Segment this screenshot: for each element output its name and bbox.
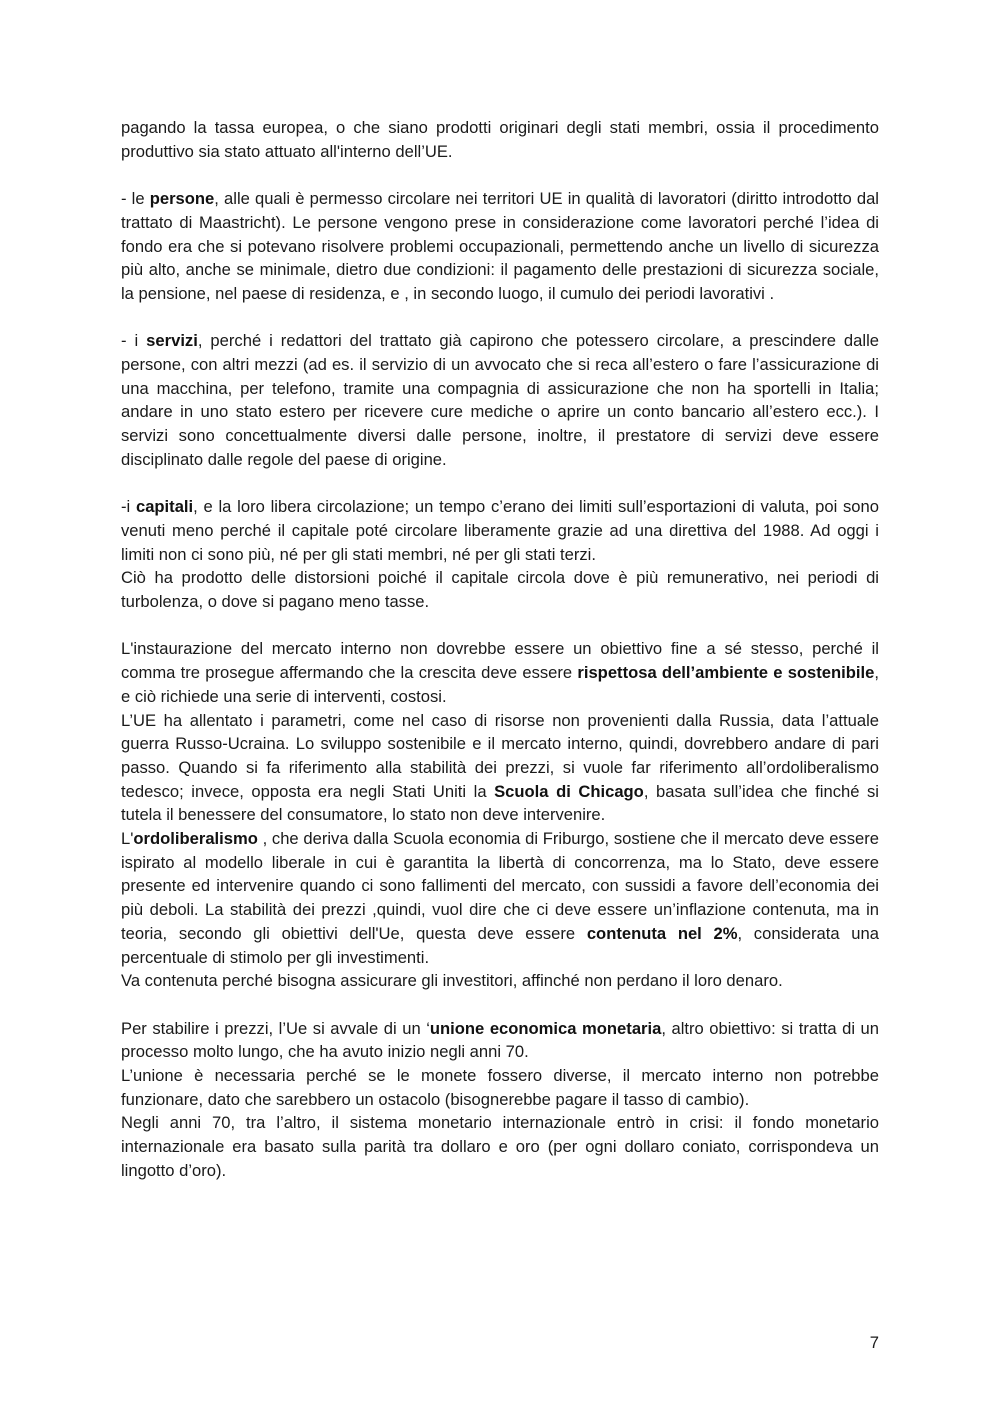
text-run: , perché i redattori del trattato già capirono che potessero circolare, a prescindere dalle persone, con altri mezzi (ad es. il servizio di un avvocato che si reca all’estero o fare l’assicurazione di una macchina, per telefono, tramite una compagnia di assicurazione che non ha sportelli in Italia; andare in uno stato estero per ricevere cure mediche o aprire un conto bancario all’estero ecc.). I servizi sono concettualmente diversi dalle persone, inoltre, il prestatore di servizi deve essere disciplinato dalle regole del paese di origine.	[121, 331, 879, 469]
text-run: , basata sull’idea che finché si tutela il benessere del consumatore, lo stato non deve intervenire.	[121, 781, 879, 825]
paragraph-p6	[121, 637, 879, 708]
text-run: L’unione è necessaria perché se le monete fossero diverse, il mercato interno non potrebbe funzionare, dato che sarebbero un ostacolo (bisognerebbe pagare il tasso di cambio).	[121, 1066, 879, 1109]
paragraph-p2	[121, 187, 879, 306]
bold-term: unione economica monetaria	[429, 1018, 662, 1038]
document-body	[121, 116, 879, 1206]
bold-term: capitali	[135, 497, 194, 517]
text-run: , che deriva dalla Scuola economia di Friburgo, sostiene che il mercato deve essere ispirato al modello liberale in cui è garantita la libertà di concorrenza, ma lo Stato, deve essere presente ed intervenire quando ci sono fallimenti del mercato, con sussidi a favore dell’economia dei più deboli. La stabilità dei prezzi ,quindi, vuol dire che ci deve essere un’inflazione contenuta, ma in teoria, secondo gli obiettivi dell'Ue, questa deve essere	[121, 829, 879, 943]
paragraph-p3	[121, 329, 879, 471]
paragraph-p11	[121, 1064, 879, 1111]
paragraph-p8	[121, 827, 879, 969]
text-run: Negli anni 70, tra l’altro, il sistema monetario internazionale entrò in crisi: il fondo monetario internazionale era basato sulla parità tra dollaro e oro (per ogni dollaro coniato, corrispondeva un lingotto d’oro).	[121, 1113, 879, 1180]
text-run: - i	[121, 331, 147, 351]
paragraph-p5	[121, 566, 879, 613]
text-run: , altro obiettivo: si tratta di un processo molto lungo, che ha avuto inizio negli anni 70.	[121, 1018, 879, 1062]
text-run: , considerata una percentuale di stimolo per gli investimenti.	[121, 923, 879, 967]
bold-term: ordoliberalismo	[133, 829, 258, 849]
paragraph-p4	[121, 495, 879, 566]
text-run: Per stabilire i prezzi, l’Ue si avvale di un ‘	[121, 1018, 430, 1038]
bold-term: rispettosa dell’ambiente e sostenibile	[577, 663, 875, 683]
bold-term: Scuola di Chicago	[494, 781, 644, 801]
paragraph-p1	[121, 116, 879, 163]
text-run: , alle quali è permesso circolare nei territori UE in qualità di lavoratori (diritto introdotto dal trattato di Maastricht). Le persone vengono prese in considerazione come lavoratori perché l’idea di fondo era che si potevano risolvere problemi occupazionali, permettendo anche un livello di sicurezza più alto, anche se minimale, dietro due condizioni: il pagamento delle prestazioni di sicurezza sociale, la pensione, nel paese di residenza, e , in secondo luogo, il cumulo dei periodi lavorativi .	[121, 189, 879, 303]
text-run: L'instaurazione del mercato interno non dovrebbe essere un obiettivo fine a sé stesso, perché il comma tre prosegue affermando che la crescita deve essere	[121, 639, 879, 683]
text-run: pagando la tassa europea, o che siano prodotti originari degli stati membri, ossia il procedimento produttivo sia stato attuato all'interno dell’UE.	[121, 118, 879, 161]
text-run: , e la loro libera circolazione; un tempo c’erano dei limiti sull’esportazioni di valuta, poi sono venuti meno perché il capitale poté circolare liberamente grazie ad una direttiva del 1988. Ad oggi i limiti non ci sono più, né per gli stati membri, né per gli stati terzi.	[121, 497, 879, 564]
text-run: - le	[121, 189, 150, 209]
page-number: 7	[869, 1333, 879, 1352]
paragraph-p9	[121, 969, 879, 993]
text-run: L’UE ha allentato i parametri, come nel caso di risorse non provenienti dalla Russia, data l’attuale guerra Russo-Ucraina. Lo sviluppo sostenibile e il mercato interno, quindi, dovrebbero andare di pari passo. Quando si fa riferimento alla stabilità dei prezzi, si vuole far riferimento all’ordoliberalismo tedesco; invece, opposta era negli Stati Uniti la	[121, 710, 879, 801]
paragraph-p12	[121, 1111, 879, 1182]
paragraph-p7	[121, 709, 879, 828]
text-run: L'	[121, 829, 134, 849]
paragraph-p10	[121, 1017, 879, 1064]
text-run: Ciò ha prodotto delle distorsioni poiché il capitale circola dove è più remunerativo, nei periodi di turbolenza, o dove si pagano meno tasse.	[121, 568, 879, 612]
text-run: -i	[121, 497, 136, 517]
bold-term: persone	[149, 189, 215, 209]
text-run: Va contenuta perché bisogna assicurare gli investitori, affinché non perdano il loro denaro.	[121, 971, 783, 991]
bold-term: servizi	[146, 331, 198, 351]
text-run: , e ciò richiede una serie di interventi, costosi.	[121, 663, 879, 706]
bold-term: contenuta nel 2%	[586, 923, 738, 943]
